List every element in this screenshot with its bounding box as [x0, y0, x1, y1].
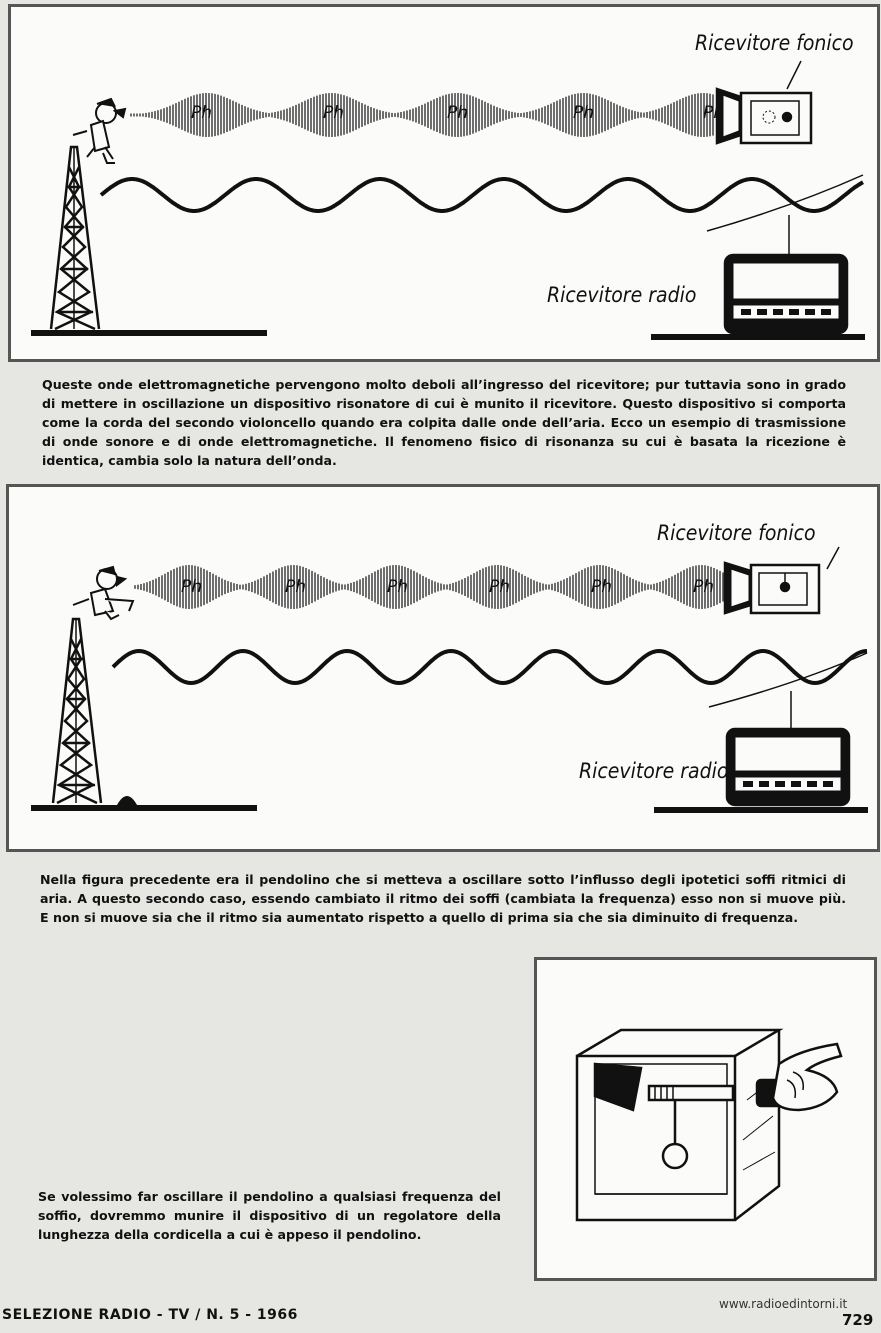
small-mound [117, 796, 137, 805]
radio-receiver [709, 653, 867, 805]
ph-symbol: Ph [285, 577, 307, 597]
sound-waves [135, 565, 723, 609]
ph-symbol: Ph [591, 577, 613, 597]
ph-symbol: Ph [323, 103, 345, 123]
label-radio-receiver: Ricevitore radio [579, 759, 729, 783]
electromagnetic-wave [113, 651, 867, 683]
label-phonic-receiver: Ricevitore fonico [657, 521, 816, 545]
caption-figure-2: Nella figura precedente era il pendolino che si metteva a oscillare sotto l’influsso degli ipotetici soffi ritmici di aria. A questo secondo caso, essendo cambiato il ritmo dei soffi (cambiata la frequenza) esso non si muove più. E non si muove sia che il ritmo sia aumentato rispetto a quello di prima sia che sia diminuito di frequenza. [40, 872, 846, 925]
label-phonic-receiver: Ricevitore fonico [695, 31, 854, 55]
ph-symbol: Ph [703, 103, 725, 123]
website-watermark: www.radioedintorni.it [719, 1297, 848, 1311]
figure-1-panel [8, 4, 880, 362]
caption-figure-1: Queste onde elettromagnetiche pervengono molto deboli all’ingresso del ricevitore; pur tuttavia sono in grado di mettere in oscillazione un dispositivo risonatore di cui è munito il ricevitore. Questo dispositivo si comporta come la corda del secondo violoncello quando era colpita dalle onde dell’aria. Ecco un esempio di trasmissione di onde sonore e di onde elettromagnetiche. Il fenomeno fisico di risonanza su cui è basata la ricezione è identica, cambia solo la natura dell’onda. [42, 377, 846, 468]
ground-right [651, 334, 865, 340]
sound-waves [131, 93, 713, 137]
label-radio-receiver: Ricevitore radio [547, 283, 697, 307]
phonic-receiver [725, 547, 839, 613]
phonic-receiver [717, 61, 811, 143]
figure-3-panel [534, 957, 877, 1281]
ph-symbol: Ph [693, 577, 715, 597]
blowing-man [73, 567, 133, 619]
ground-left [31, 805, 257, 811]
ph-symbol: Ph [447, 103, 469, 123]
caption-figure-3: Se volessimo far oscillare il pendolino a qualsiasi frequenza del soffio, dovremmo munire il dispositivo di un regolatore della lunghezza della cordicella a cui è appeso il pendolino. [38, 1189, 501, 1242]
radio-tower [51, 147, 99, 329]
ph-symbol: Ph [489, 577, 511, 597]
publication-footer: SELEZIONE RADIO - TV / N. 5 - 1966 [2, 1307, 298, 1323]
ph-symbol: Ph [191, 103, 213, 123]
ph-symbol: Ph [573, 103, 595, 123]
radio-tower [53, 619, 101, 803]
figure-2-panel [6, 484, 880, 852]
electromagnetic-wave [101, 179, 863, 211]
ph-symbol: Ph [181, 577, 203, 597]
figure-1-illustration [11, 7, 877, 359]
ph-symbol: Ph [387, 577, 409, 597]
pendulum-box-illustration [537, 960, 874, 1278]
blowing-man [73, 99, 125, 163]
page-number: 729 [842, 1311, 874, 1329]
ground-left [31, 330, 267, 336]
ground-right [654, 807, 868, 813]
